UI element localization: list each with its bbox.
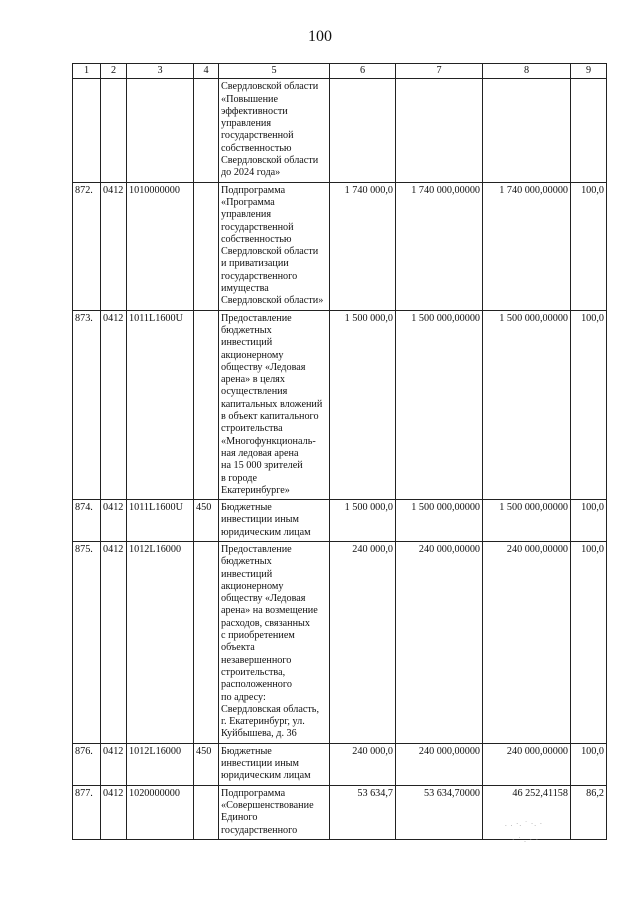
table-row bbox=[73, 79, 607, 182]
approved-amount: 1 500 000,0 bbox=[330, 500, 396, 542]
approved-amount: 1 500 000,0 bbox=[330, 310, 396, 499]
expense-type-code: 450 bbox=[194, 743, 219, 785]
expense-type-code bbox=[194, 182, 219, 310]
section-code bbox=[101, 79, 127, 182]
executed-amount: 1 740 000,00000 bbox=[483, 182, 571, 310]
execution-percent: 100,0 bbox=[571, 541, 607, 743]
column-header: 1 bbox=[73, 64, 101, 79]
approved-amount: 240 000,0 bbox=[330, 541, 396, 743]
expense-type-code: 450 bbox=[194, 500, 219, 542]
executed-amount: 1 500 000,00000 bbox=[483, 310, 571, 499]
section-code: 0412 bbox=[101, 541, 127, 743]
execution-percent bbox=[571, 79, 607, 182]
target-code: 1010000000 bbox=[127, 182, 194, 310]
execution-percent: 100,0 bbox=[571, 500, 607, 542]
row-number bbox=[73, 79, 101, 182]
planned-amount: 53 634,70000 bbox=[396, 785, 483, 839]
section-code: 0412 bbox=[101, 310, 127, 499]
column-header: 3 bbox=[127, 64, 194, 79]
execution-percent: 100,0 bbox=[571, 310, 607, 499]
executed-amount: 46 252,41158 bbox=[483, 785, 571, 839]
column-header: 8 bbox=[483, 64, 571, 79]
target-code: 1011L1600U bbox=[127, 500, 194, 542]
execution-percent: 86,2 bbox=[571, 785, 607, 839]
budget-table bbox=[72, 63, 607, 840]
expense-type-code bbox=[194, 79, 219, 182]
column-header: 6 bbox=[330, 64, 396, 79]
row-number: 874. bbox=[73, 500, 101, 542]
executed-amount: 240 000,00000 bbox=[483, 743, 571, 785]
execution-percent: 100,0 bbox=[571, 743, 607, 785]
expense-type-code bbox=[194, 541, 219, 743]
approved-amount: 53 634,7 bbox=[330, 785, 396, 839]
target-code: 1011L1600U bbox=[127, 310, 194, 499]
column-header: 4 bbox=[194, 64, 219, 79]
target-code: 1020000000 bbox=[127, 785, 194, 839]
scan-speckle: · ˙ . · · bbox=[512, 836, 540, 844]
planned-amount: 1 500 000,00000 bbox=[396, 310, 483, 499]
executed-amount: 1 500 000,00000 bbox=[483, 500, 571, 542]
column-header: 2 bbox=[101, 64, 127, 79]
approved-amount: 1 740 000,0 bbox=[330, 182, 396, 310]
approved-amount bbox=[330, 79, 396, 182]
row-number: 877. bbox=[73, 785, 101, 839]
approved-amount: 240 000,0 bbox=[330, 743, 396, 785]
planned-amount bbox=[396, 79, 483, 182]
target-code: 1012L16000 bbox=[127, 541, 194, 743]
executed-amount: 240 000,00000 bbox=[483, 541, 571, 743]
section-code: 0412 bbox=[101, 182, 127, 310]
page-number: 100 bbox=[308, 28, 332, 45]
section-code: 0412 bbox=[101, 785, 127, 839]
target-code bbox=[127, 79, 194, 182]
target-code: 1012L16000 bbox=[127, 743, 194, 785]
item-name: Бюджетные инвестиции иным юридическим лицам bbox=[219, 743, 330, 785]
table-row bbox=[73, 743, 607, 785]
table-row bbox=[73, 182, 607, 310]
planned-amount: 1 500 000,00000 bbox=[396, 500, 483, 542]
planned-amount: 1 740 000,00000 bbox=[396, 182, 483, 310]
column-header: 7 bbox=[396, 64, 483, 79]
section-code: 0412 bbox=[101, 500, 127, 542]
item-name: Предоставление бюджетных инвестиций акционерному обществу «Ледовая арена» в целях осуществления капитальных вложений в объект капитального строительства «Многофункциональ- ная ледовая арена на 15 000 зрителей в городе Екатеринбурге» bbox=[219, 310, 330, 499]
planned-amount: 240 000,00000 bbox=[396, 541, 483, 743]
item-name: Подпрограмма «Программа управления государственной собственностью Свердловской области и приватизации государственного имущества Свердловской области» bbox=[219, 182, 330, 310]
table-row bbox=[73, 541, 607, 743]
row-number: 875. bbox=[73, 541, 101, 743]
row-number: 873. bbox=[73, 310, 101, 499]
table-row bbox=[73, 500, 607, 542]
table-row bbox=[73, 310, 607, 499]
expense-type-code bbox=[194, 310, 219, 499]
row-number: 872. bbox=[73, 182, 101, 310]
row-number: 876. bbox=[73, 743, 101, 785]
expense-type-code bbox=[194, 785, 219, 839]
table-row bbox=[73, 785, 607, 839]
scan-speckle: . . ·. ˙ ·. · bbox=[505, 820, 544, 828]
executed-amount bbox=[483, 79, 571, 182]
item-name: Подпрограмма «Совершенствование Единого государственного bbox=[219, 785, 330, 839]
item-name: Бюджетные инвестиции иным юридическим лицам bbox=[219, 500, 330, 542]
section-code: 0412 bbox=[101, 743, 127, 785]
column-header: 9 bbox=[571, 64, 607, 79]
item-name: Свердловской области «Повышение эффективности управления государственной собственностью Свердловской области до 2024 года» bbox=[219, 79, 330, 182]
item-name: Предоставление бюджетных инвестиций акционерному обществу «Ледовая арена» на возмещение расходов, связанных с приобретением объекта незавершенного строительства, расположенного по адресу: Свердловская область, г. Екатеринбург, ул. Куйбышева, д. 36 bbox=[219, 541, 330, 743]
header-row bbox=[73, 64, 607, 79]
planned-amount: 240 000,00000 bbox=[396, 743, 483, 785]
column-header: 5 bbox=[219, 64, 330, 79]
execution-percent: 100,0 bbox=[571, 182, 607, 310]
